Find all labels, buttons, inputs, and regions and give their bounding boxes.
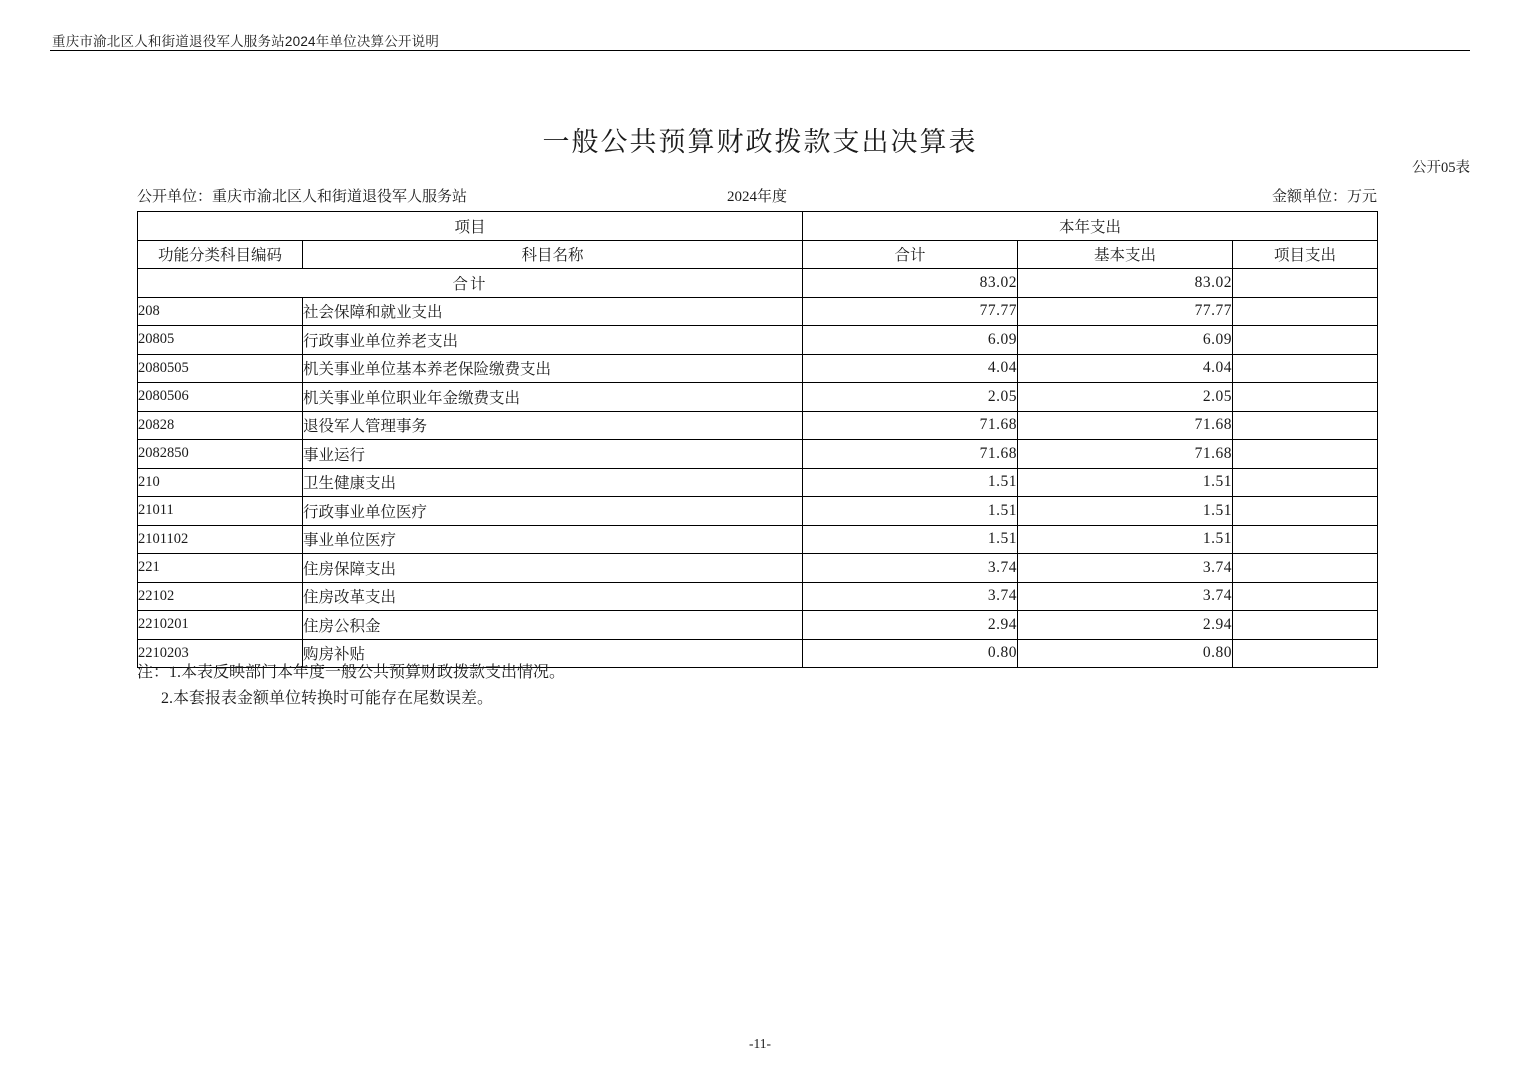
row-basic: 3.74	[1018, 582, 1233, 611]
row-name: 机关事业单位基本养老保险缴费支出	[303, 354, 803, 383]
row-name: 住房保障支出	[303, 554, 803, 583]
table-row	[138, 582, 1378, 611]
row-name: 行政事业单位养老支出	[303, 326, 803, 355]
row-project	[1233, 582, 1378, 611]
fiscal-year-label: 2024年度	[726, 189, 787, 205]
row-project	[1233, 411, 1378, 440]
row-name: 住房改革支出	[303, 582, 803, 611]
row-total: 1.51	[803, 525, 1018, 554]
table-row	[138, 611, 1378, 640]
row-total: 71.68	[803, 411, 1018, 440]
row-basic: 77.77	[1018, 297, 1233, 326]
table-row	[138, 326, 1378, 355]
table-row	[138, 497, 1378, 526]
row-code: 2080505	[138, 354, 303, 383]
table-row	[138, 440, 1378, 469]
row-project	[1233, 354, 1378, 383]
table-row	[138, 297, 1378, 326]
note-line-2: 2.本套报表金额单位转换时可能存在尾数误差。	[161, 690, 494, 707]
row-project	[1233, 297, 1378, 326]
row-basic: 1.51	[1018, 525, 1233, 554]
row-basic: 1.51	[1018, 497, 1233, 526]
row-code: 208	[138, 297, 303, 326]
row-basic: 4.04	[1018, 354, 1233, 383]
row-name: 购房补贴	[303, 639, 803, 668]
total-row-label: 合计	[138, 269, 803, 298]
budget-expenditure-table	[137, 211, 1378, 668]
total-row-total: 83.02	[803, 269, 1018, 298]
row-basic: 0.80	[1018, 639, 1233, 668]
row-basic: 6.09	[1018, 326, 1233, 355]
row-project	[1233, 554, 1378, 583]
header-current-year-group: 本年支出	[803, 212, 1378, 241]
running-header	[0, 0, 1520, 52]
row-total: 4.04	[803, 354, 1018, 383]
table-header-row	[138, 240, 1378, 269]
row-code: 20828	[138, 411, 303, 440]
row-basic: 3.74	[1018, 554, 1233, 583]
amount-unit-label: 金额单位：万元	[1271, 189, 1377, 205]
row-basic: 1.51	[1018, 468, 1233, 497]
table-header-group-row	[138, 212, 1378, 241]
row-project	[1233, 440, 1378, 469]
page-title: 一般公共预算财政拨款支出决算表	[542, 127, 978, 157]
row-total: 1.51	[803, 468, 1018, 497]
header-code: 功能分类科目编码	[138, 240, 303, 269]
table-row	[138, 468, 1378, 497]
table-notes	[137, 660, 565, 712]
running-header-title: 重庆市渝北区人和街道退役军人服务站2024年单位决算公开说明	[52, 34, 440, 49]
row-name: 行政事业单位医疗	[303, 497, 803, 526]
row-project	[1233, 525, 1378, 554]
row-code: 20805	[138, 326, 303, 355]
row-name: 机关事业单位职业年金缴费支出	[303, 383, 803, 412]
row-total: 3.74	[803, 582, 1018, 611]
row-project	[1233, 383, 1378, 412]
row-code: 2210201	[138, 611, 303, 640]
header-item-group: 项目	[138, 212, 803, 241]
row-project	[1233, 468, 1378, 497]
row-total: 2.94	[803, 611, 1018, 640]
row-code: 2210203	[138, 639, 303, 668]
row-basic: 2.94	[1018, 611, 1233, 640]
row-name: 退役军人管理事务	[303, 411, 803, 440]
row-code: 21011	[138, 497, 303, 526]
row-name: 事业运行	[303, 440, 803, 469]
table-row-total	[138, 269, 1378, 298]
row-project	[1233, 497, 1378, 526]
table-row	[138, 554, 1378, 583]
page-number: -11-	[749, 1036, 771, 1051]
form-code-label: 公开05表	[1412, 160, 1470, 176]
table-row	[138, 411, 1378, 440]
row-total: 2.05	[803, 383, 1018, 412]
header-divider	[50, 50, 1470, 51]
total-row-project	[1233, 269, 1378, 298]
total-row-basic: 83.02	[1018, 269, 1233, 298]
row-project	[1233, 326, 1378, 355]
row-name: 社会保障和就业支出	[303, 297, 803, 326]
row-code: 2080506	[138, 383, 303, 412]
row-total: 71.68	[803, 440, 1018, 469]
table-row	[138, 383, 1378, 412]
row-basic: 71.68	[1018, 411, 1233, 440]
row-name: 住房公积金	[303, 611, 803, 640]
row-total: 0.80	[803, 639, 1018, 668]
row-total: 3.74	[803, 554, 1018, 583]
row-total: 1.51	[803, 497, 1018, 526]
row-name: 卫生健康支出	[303, 468, 803, 497]
header-name: 科目名称	[303, 240, 803, 269]
row-basic: 2.05	[1018, 383, 1233, 412]
row-total: 6.09	[803, 326, 1018, 355]
disclosure-unit-label: 公开单位：重庆市渝北区人和街道退役军人服务站	[137, 189, 468, 205]
row-code: 2101102	[138, 525, 303, 554]
header-project: 项目支出	[1233, 240, 1378, 269]
table-row	[138, 525, 1378, 554]
row-code: 221	[138, 554, 303, 583]
row-code: 2082850	[138, 440, 303, 469]
row-name: 事业单位医疗	[303, 525, 803, 554]
row-project	[1233, 639, 1378, 668]
row-code: 22102	[138, 582, 303, 611]
table-row	[138, 354, 1378, 383]
row-total: 77.77	[803, 297, 1018, 326]
row-code: 210	[138, 468, 303, 497]
table-meta-row	[137, 185, 1377, 207]
note-line-1: 注：1.本表反映部门本年度一般公共预算财政拨款支出情况。	[137, 664, 566, 681]
row-project	[1233, 611, 1378, 640]
row-basic: 71.68	[1018, 440, 1233, 469]
header-total: 合计	[803, 240, 1018, 269]
header-basic: 基本支出	[1018, 240, 1233, 269]
